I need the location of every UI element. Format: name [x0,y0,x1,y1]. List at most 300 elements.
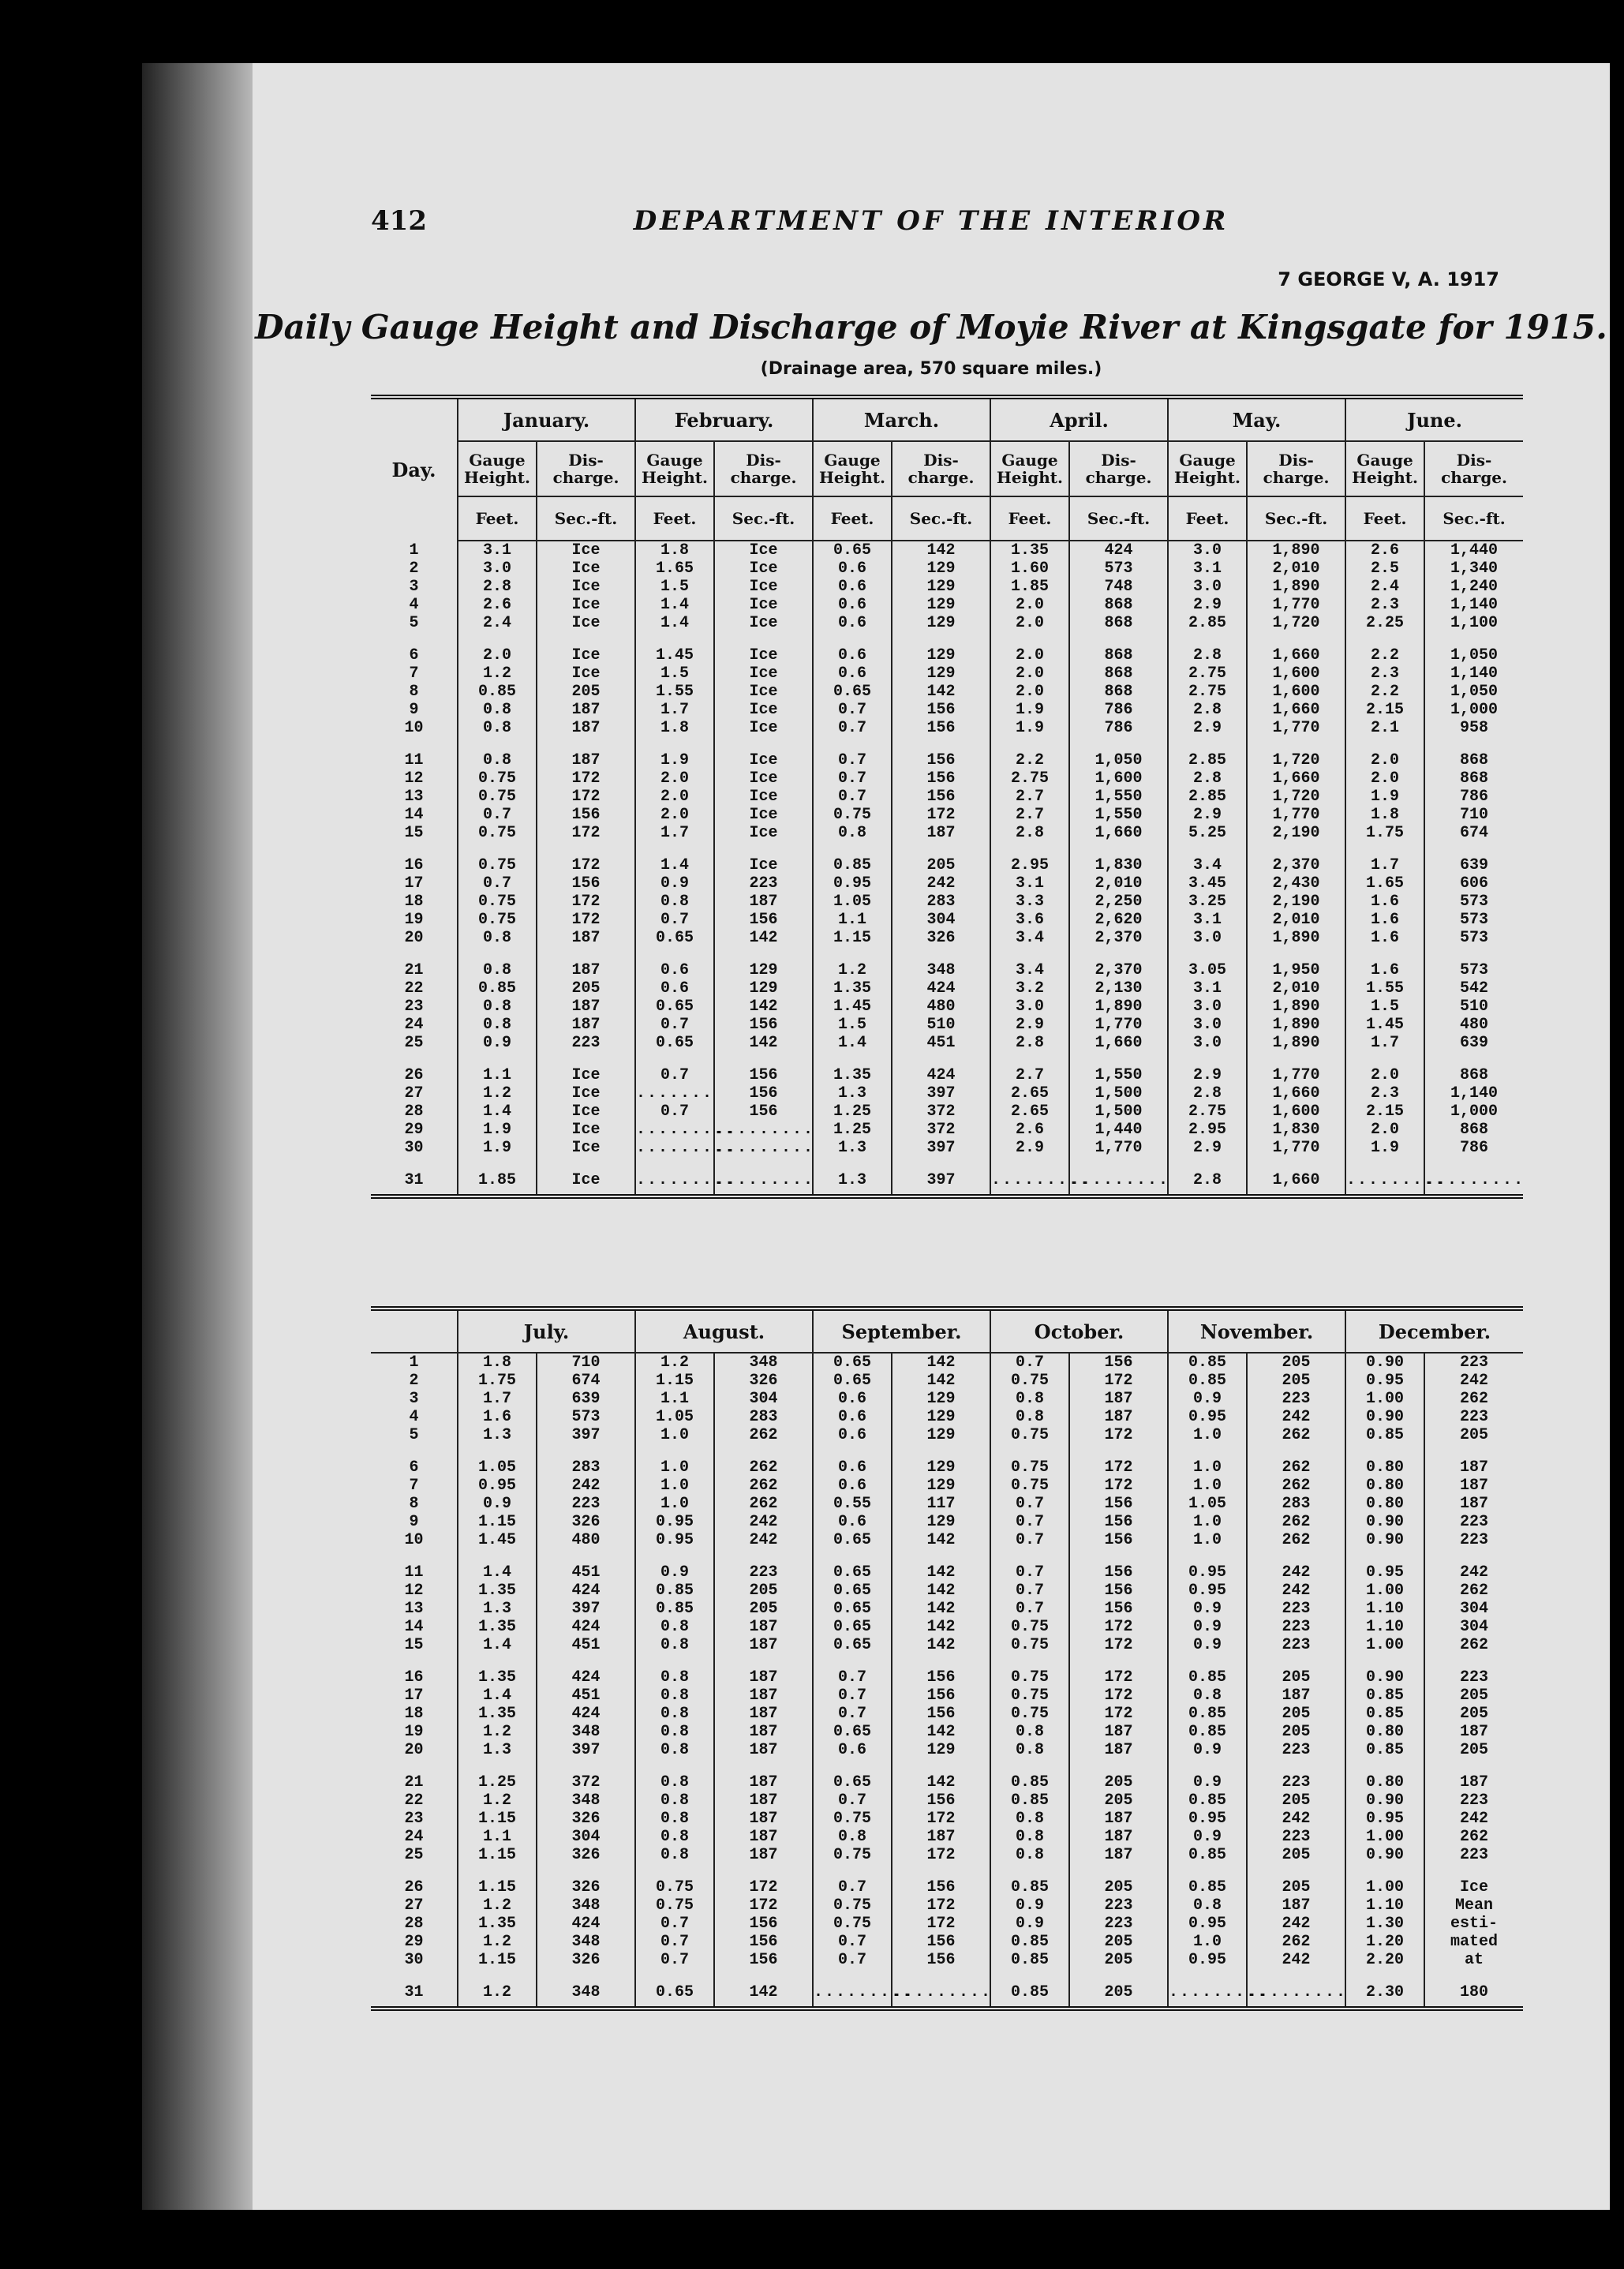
discharge-cell: 223 [714,1563,813,1582]
spacer-cell [1345,1157,1424,1171]
discharge-cell: 1,660 [1247,701,1345,719]
month-header: March. [813,397,990,441]
spacer-cell [1247,1654,1345,1668]
discharge-cell: 205 [1069,1933,1168,1951]
day-cell: 23 [404,1810,424,1828]
gauge-height-cell: 0.6 [813,1513,892,1531]
discharge-cell: 242 [1247,1810,1345,1828]
table-row [371,1915,1523,1933]
gauge-height-cell: 1.2 [458,1933,537,1951]
spacer-cell [1168,842,1247,856]
gauge-height-cell: 2.7 [990,1066,1069,1084]
discharge-cell: 868 [1424,1121,1523,1139]
discharge-cell: Ice [714,769,813,788]
gauge-height-cell: 1.00 [1345,1878,1424,1896]
table-row [371,578,1523,596]
discharge-cell: 2,010 [1247,979,1345,998]
discharge-cell: 172 [714,1878,813,1896]
discharge-cell: 156 [714,1915,813,1933]
gauge-height-cell: 0.7 [813,751,892,769]
table-row [371,1016,1523,1034]
gauge-height-cell: 0.9 [635,874,714,893]
group-spacer [371,947,1523,961]
spacer-cell [537,947,635,961]
spacer-cell [1247,1444,1345,1458]
gauge-height-header: Gauge Height. [813,441,892,496]
table-row [371,1513,1523,1531]
discharge-cell: Ice [1424,1878,1523,1896]
spacer-cell [1424,1157,1523,1171]
discharge-cell: 283 [714,1408,813,1426]
table-row [371,929,1523,947]
discharge-cell: 2,250 [1069,893,1168,911]
column-header-row [371,441,1523,496]
spacer-cell [1345,842,1424,856]
gauge-height-cell: 1.05 [1168,1495,1247,1513]
gauge-height-cell: 0.95 [1168,1810,1247,1828]
gauge-height-cell: 1.00 [1345,1636,1424,1654]
discharge-cell: 223 [1069,1915,1168,1933]
discharge-cell: 242 [714,1513,813,1531]
table-title: Daily Gauge Height and Discharge of Moyie River at Kingsgate for 1915. [255,308,1607,346]
gauge-height-cell: 2.8 [1168,769,1247,788]
gauge-height-cell: 1.3 [813,1139,892,1157]
gauge-height-cell: 0.75 [458,769,537,788]
discharge-cell: 223 [537,1034,635,1052]
table-row [371,560,1523,578]
discharge-cell: 510 [892,1016,990,1034]
discharge-cell: 1,660 [1247,769,1345,788]
gauge-height-cell: 0.90 [1345,1846,1424,1864]
spacer-cell [537,1654,635,1668]
spacer-cell [1424,842,1523,856]
gauge-height-cell: 1.60 [990,560,1069,578]
gauge-height-cell: ......... [635,1171,714,1196]
spacer-cell [1247,1052,1345,1066]
gauge-height-cell: 2.8 [1168,1084,1247,1103]
gauge-height-cell: 1.9 [1345,1139,1424,1157]
discharge-cell: 223 [714,874,813,893]
table-row [371,1495,1523,1513]
day-cell: 10 [404,719,424,737]
day-cell: 26 [404,1878,424,1896]
group-spacer [371,1759,1523,1773]
gauge-height-cell: 1.65 [635,560,714,578]
gauge-height-cell: 0.75 [458,911,537,929]
discharge-cell: 187 [714,1741,813,1759]
discharge-cell: Ice [537,541,635,560]
table-row [371,1878,1523,1896]
discharge-cell: 480 [892,998,990,1016]
discharge-cell: 156 [892,1668,990,1687]
discharge-cell: 868 [1424,769,1523,788]
gauge-height-cell: 2.0 [990,596,1069,614]
gauge-height-cell: 0.6 [813,1741,892,1759]
day-cell: 25 [404,1034,424,1052]
gauge-height-cell: 1.30 [1345,1915,1424,1933]
discharge-cell: 573 [1069,560,1168,578]
discharge-cell: 242 [1424,1372,1523,1390]
gauge-height-cell: 1.05 [813,893,892,911]
gauge-height-cell: 0.85 [1168,1372,1247,1390]
gauge-height-cell: 1.75 [458,1372,537,1390]
discharge-cell: ......... [715,1139,815,1157]
spacer-cell [892,1444,990,1458]
discharge-cell: 205 [1247,1668,1345,1687]
discharge-cell: 142 [892,1636,990,1654]
gauge-height-cell: 0.85 [990,1933,1069,1951]
day-cell: 19 [404,911,424,929]
discharge-cell: 187 [1069,1408,1168,1426]
gauge-height-cell: 1.85 [458,1171,537,1196]
discharge-cell: 573 [1424,911,1523,929]
gauge-height-header: Gauge Height. [1168,441,1247,496]
discharge-cell: 223 [537,1495,635,1513]
discharge-cell: 172 [537,856,635,874]
discharge-cell: 480 [1424,1016,1523,1034]
table-row [371,596,1523,614]
gauge-height-cell: 2.7 [990,788,1069,806]
discharge-cell: 172 [892,1810,990,1828]
spacer-cell [1424,632,1523,646]
gauge-height-cell: 1.2 [458,665,537,683]
gauge-height-cell: 1.15 [458,1878,537,1896]
discharge-cell: 868 [1069,683,1168,701]
table-row [371,998,1523,1016]
spacer-cell [1424,1052,1523,1066]
discharge-cell: 1,600 [1247,683,1345,701]
gauge-height-cell: 2.8 [990,1034,1069,1052]
gauge-height-cell: 0.85 [1168,1353,1247,1372]
month-header: May. [1168,397,1345,441]
gauge-height-cell: 1.45 [458,1531,537,1549]
gauge-height-cell: 0.6 [813,578,892,596]
gauge-height-cell: 2.0 [990,646,1069,665]
gauge-height-cell: 0.9 [635,1563,714,1582]
gauge-height-cell: 3.0 [1168,578,1247,596]
gauge-height-cell: 0.6 [813,1390,892,1408]
spacer-cell [714,1654,813,1668]
group-spacer [371,1864,1523,1878]
month-header: September. [813,1309,990,1353]
gauge-height-cell: 0.8 [1168,1896,1247,1915]
discharge-cell: 187 [1069,1810,1168,1828]
spacer-cell [1069,1759,1168,1773]
day-cell: 30 [404,1951,424,1969]
discharge-cell: 129 [714,961,813,979]
gauge-height-cell: 1.4 [458,1687,537,1705]
discharge-cell: 1,240 [1424,578,1523,596]
gauge-height-cell: 0.6 [813,1408,892,1426]
gauge-height-cell: 2.9 [1168,719,1247,737]
spacer-cell [714,1444,813,1458]
discharge-cell: 187 [537,998,635,1016]
gauge-height-cell: 0.8 [458,701,537,719]
discharge-header: Dis- charge. [1069,441,1168,496]
gauge-height-cell: 0.9 [458,1495,537,1513]
spacer-cell [1247,1969,1345,1983]
discharge-cell: 1,140 [1424,596,1523,614]
unit-secft: Sec.-ft. [892,496,990,541]
spacer-cell [635,1052,714,1066]
gauge-height-cell: 0.7 [813,1687,892,1705]
day-cell: 6 [409,646,419,665]
spacer-cell [635,737,714,751]
discharge-cell: 156 [1069,1563,1168,1582]
gauge-height-cell: 0.65 [635,929,714,947]
gauge-height-cell: 0.7 [813,1933,892,1951]
discharge-cell: 205 [714,1582,813,1600]
gauge-height-cell: 1.3 [813,1084,892,1103]
gauge-height-cell: 1.00 [1345,1582,1424,1600]
gauge-height-cell: 0.7 [813,1792,892,1810]
table-row [371,1951,1523,1969]
table-row [371,788,1523,806]
discharge-cell: 187 [1424,1495,1523,1513]
gauge-height-cell: 1.9 [1345,788,1424,806]
gauge-height-cell: 3.4 [990,929,1069,947]
discharge-cell: 372 [537,1773,635,1792]
spacer-cell [635,1759,714,1773]
discharge-cell: 326 [892,929,990,947]
spacer-cell [1424,737,1523,751]
discharge-cell: ......... [715,1121,815,1139]
table-row [371,893,1523,911]
gauge-height-cell: 0.65 [813,1582,892,1600]
discharge-cell: 1,830 [1069,856,1168,874]
gauge-height-cell: 0.75 [458,893,537,911]
discharge-cell: 262 [1247,1513,1345,1531]
spacer-cell [458,1052,537,1066]
gauge-height-cell: 0.8 [458,929,537,947]
discharge-cell: 424 [537,1705,635,1723]
day-cell: 9 [409,701,419,719]
gauge-height-cell: 1.00 [1345,1390,1424,1408]
gauge-height-cell: 1.15 [458,1810,537,1828]
table-row [371,1810,1523,1828]
spacer-cell [537,1157,635,1171]
group-spacer [371,632,1523,646]
gauge-height-cell: 2.4 [458,614,537,632]
discharge-cell: 1,890 [1247,578,1345,596]
discharge-cell: 1,660 [1247,1171,1345,1196]
gauge-height-cell: 0.9 [1168,1828,1247,1846]
discharge-cell: 1,770 [1247,719,1345,737]
discharge-cell: Ice [714,856,813,874]
discharge-cell: 304 [537,1828,635,1846]
gauge-height-cell: 0.9 [458,1034,537,1052]
gauge-height-cell: 2.0 [1345,751,1424,769]
gauge-height-cell: 2.75 [1168,1103,1247,1121]
spacer-cell [458,1759,537,1773]
discharge-cell: 223 [1424,1846,1523,1864]
discharge-cell: 187 [537,719,635,737]
discharge-cell: Ice [714,701,813,719]
discharge-cell: 1,000 [1424,1103,1523,1121]
spacer-cell [990,1052,1069,1066]
table-row [371,911,1523,929]
unit-secft: Sec.-ft. [1069,496,1168,541]
day-cell: 1 [409,1354,419,1372]
discharge-cell: 397 [892,1084,990,1103]
gauge-height-cell: 3.0 [1168,1016,1247,1034]
gauge-height-cell: 1.9 [458,1121,537,1139]
discharge-cell: 129 [892,1458,990,1477]
discharge-cell: 1,660 [1247,1084,1345,1103]
spacer-cell [371,1052,458,1066]
discharge-cell: Ice [537,1103,635,1121]
spacer-cell [635,1157,714,1171]
gauge-height-cell: 1.25 [458,1773,537,1792]
gauge-height-cell: 0.8 [635,1810,714,1828]
gauge-height-cell: 0.95 [1168,1563,1247,1582]
gauge-height-cell: 1.10 [1345,1896,1424,1915]
spacer-cell [371,1444,458,1458]
day-cell: 13 [404,788,424,806]
spacer-cell [990,1654,1069,1668]
gauge-height-cell: 0.7 [990,1563,1069,1582]
spacer-cell [371,632,458,646]
gauge-height-cell: 0.9 [1168,1390,1247,1408]
discharge-cell: 326 [537,1810,635,1828]
spacer-cell [1424,1969,1523,1983]
gauge-height-cell: 2.85 [1168,788,1247,806]
table-row [371,1828,1523,1846]
gauge-height-cell: 3.4 [1168,856,1247,874]
gauge-height-cell: 0.75 [990,1477,1069,1495]
discharge-cell: 172 [892,1846,990,1864]
discharge-cell: 786 [1424,1139,1523,1157]
gauge-height-cell: 1.5 [813,1016,892,1034]
discharge-cell: 223 [1247,1390,1345,1408]
discharge-cell: 187 [537,1016,635,1034]
gauge-height-cell: 1.6 [1345,929,1424,947]
discharge-cell: 2,190 [1247,893,1345,911]
discharge-cell: 510 [1424,998,1523,1016]
gauge-height-cell: 0.75 [990,1687,1069,1705]
discharge-cell: 172 [1069,1477,1168,1495]
gauge-height-cell: 1.0 [1168,1513,1247,1531]
discharge-cell: 1,550 [1069,806,1168,824]
spacer-cell [635,632,714,646]
discharge-cell: 156 [714,1084,813,1103]
discharge-cell: 156 [1069,1513,1168,1531]
gauge-height-cell: 1.8 [635,541,714,560]
gauge-height-cell: 1.3 [458,1426,537,1444]
discharge-cell: 172 [1069,1687,1168,1705]
group-spacer [371,1052,1523,1066]
discharge-cell: 205 [1069,1773,1168,1792]
gauge-height-cell: 0.6 [813,1477,892,1495]
spacer-cell [892,632,990,646]
spacer-cell [537,1549,635,1563]
gauge-height-cell: 0.8 [458,961,537,979]
month-header-row [371,397,1523,441]
gauge-height-cell: 3.45 [1168,874,1247,893]
gauge-height-cell: 1.0 [635,1495,714,1513]
discharge-cell: 304 [1424,1600,1523,1618]
gauge-height-cell: 1.4 [635,856,714,874]
gauge-height-cell: 1.8 [635,719,714,737]
discharge-cell: 573 [1424,961,1523,979]
day-cell: 20 [404,1741,424,1759]
gauge-height-cell: 0.8 [635,1705,714,1723]
gauge-height-cell: 2.7 [990,806,1069,824]
gauge-height-cell: 1.6 [1345,911,1424,929]
discharge-cell: 172 [1069,1426,1168,1444]
gauge-height-cell: ....... [636,1084,714,1103]
gauge-height-cell: 1.4 [458,1636,537,1654]
gauge-height-cell: 0.8 [635,1723,714,1741]
discharge-cell: Ice [714,578,813,596]
gauge-height-cell: 2.5 [1345,560,1424,578]
gauge-height-cell: 0.8 [990,1390,1069,1408]
gauge-height-cell: 0.75 [458,788,537,806]
gauge-height-cell: 1.1 [813,911,892,929]
gauge-height-cell: 2.0 [458,646,537,665]
gauge-height-cell: 0.7 [813,1705,892,1723]
discharge-cell: 156 [892,788,990,806]
spacer-cell [714,1969,813,1983]
gauge-height-cell: 0.7 [635,1933,714,1951]
month-header: January. [458,397,635,441]
gauge-height-cell: 0.8 [635,1773,714,1792]
gauge-height-cell: 3.0 [1168,998,1247,1016]
gauge-height-cell: 2.8 [990,824,1069,842]
gauge-height-cell: 1.35 [458,1668,537,1687]
gauge-height-cell: 2.9 [1168,806,1247,824]
table-row [371,541,1523,560]
gauge-height-cell: 1.0 [635,1477,714,1495]
spacer-cell [1069,842,1168,856]
spacer-cell [714,842,813,856]
gauge-height-cell: 2.0 [990,614,1069,632]
gauge-height-cell: 0.7 [635,1103,714,1121]
gauge-height-cell: 0.85 [990,1792,1069,1810]
spacer-cell [1069,1549,1168,1563]
gauge-height-cell: 2.0 [990,665,1069,683]
table-row [371,1582,1523,1600]
gauge-height-cell: 0.85 [1168,1792,1247,1810]
discharge-cell: 1,720 [1247,788,1345,806]
gauge-height-cell: 0.8 [635,1668,714,1687]
discharge-cell: 639 [1424,1034,1523,1052]
discharge-cell: 172 [1069,1458,1168,1477]
gauge-height-cell: 2.0 [635,788,714,806]
gauge-height-cell: 1.7 [1345,1034,1424,1052]
discharge-cell: 1,720 [1247,614,1345,632]
spacer-cell [1168,947,1247,961]
gauge-height-cell: 1.35 [458,1915,537,1933]
spacer-cell [635,842,714,856]
discharge-cell: 172 [1069,1705,1168,1723]
gauge-height-cell: 0.8 [990,1741,1069,1759]
discharge-cell: 156 [1069,1600,1168,1618]
discharge-cell: 205 [1424,1426,1523,1444]
discharge-cell: 129 [892,1513,990,1531]
discharge-cell: Ice [537,1139,635,1157]
discharge-cell: 205 [1069,1951,1168,1969]
discharge-cell: ......... [1424,1171,1523,1196]
gauge-height-cell: 2.25 [1345,614,1424,632]
discharge-cell: 187 [714,893,813,911]
discharge-cell: 223 [1247,1600,1345,1618]
discharge-cell: 129 [892,614,990,632]
book-page-edge [142,63,268,2210]
spacer-cell [458,737,537,751]
discharge-cell: Ice [714,614,813,632]
spacer-cell [1247,737,1345,751]
